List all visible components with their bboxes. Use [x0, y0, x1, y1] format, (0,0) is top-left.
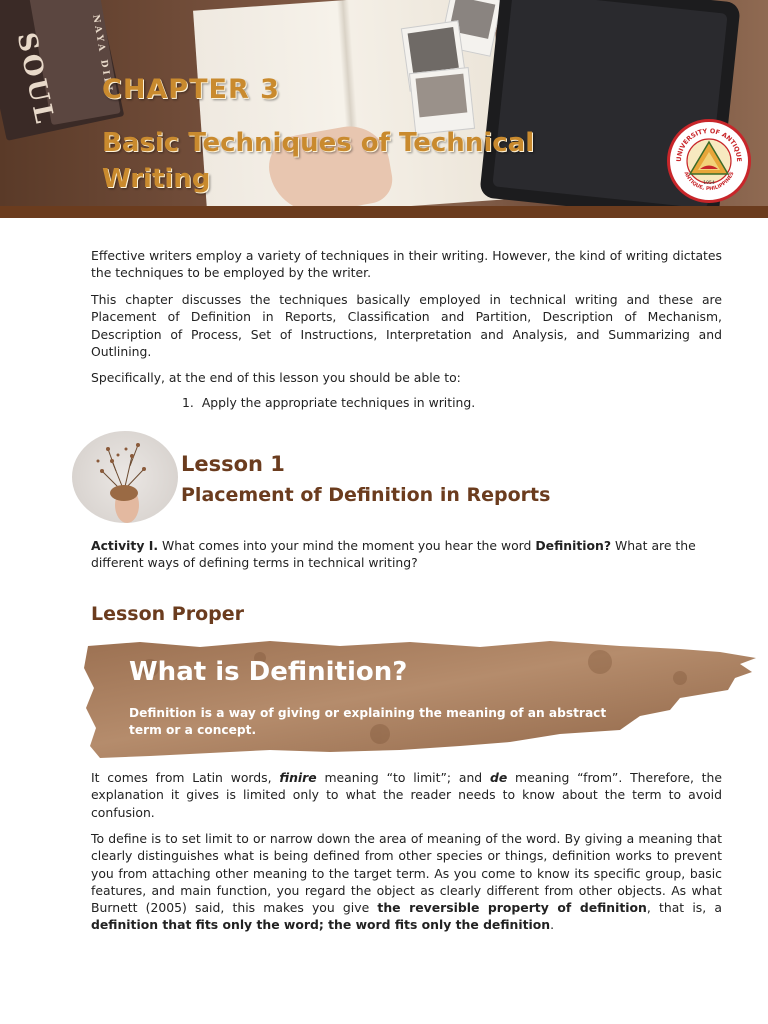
intro-paragraph: Effective writers employ a variety of techniques in their writing. However, the kind of writing dictates the techniques to be employed by the writer.	[91, 248, 722, 281]
activity-text: What are the different ways of defining terms in technical writing?	[91, 538, 696, 571]
activity-text: What comes into your mind the moment you hear the word	[158, 538, 536, 553]
intro-paragraph: This chapter discusses the techniques basically employed in technical writing and these are Placement of Definition in Reports, Classification and Partition, Description of Mechanism, Description of Process, Set of Instructions, Interpretation and Analysis, and Summarizing and Outlining.	[91, 292, 722, 359]
svg-text:UNIVERSITY OF ANTIQUE: UNIVERSITY OF ANTIQUE	[674, 126, 744, 163]
banner-strip	[0, 206, 768, 218]
objective-item	[182, 395, 483, 410]
body-text: It comes from Latin words,	[91, 770, 280, 785]
objective-text: Apply the appropriate techniques in writing.	[201, 395, 476, 410]
body-text: To define is to set limit to or narrow down the area of meaning of the word. By giving a meaning that clearly distinguishes what is being defined from other species or things, definition works to prevent you from attaching other meaning to the target term. As you come to know its specific group, basic features, and main function, you regard the object as clearly different from other objects. As what Burnett (2005) said, this makes you give	[91, 831, 722, 916]
lesson-label: Lesson 1	[181, 452, 285, 476]
activity-paragraph	[91, 537, 722, 572]
book-cover-text: NAYA DILL	[90, 14, 115, 97]
body-text: meaning “to limit”; and	[316, 770, 490, 785]
objective-number: 1.	[182, 395, 194, 410]
latin-word: finire	[279, 770, 317, 785]
svg-text:ANTIQUE, PHILIPPINES: ANTIQUE, PHILIPPINES	[682, 170, 736, 193]
activity-label: Activity I.	[91, 538, 159, 553]
latin-word: de	[489, 770, 508, 785]
body-emphasis: definition that fits only the word; the word fits only the definition	[91, 917, 551, 933]
definition-text: Definition is a way of giving or explaining the meaning of an abstract term or a concept.	[129, 706, 607, 737]
body-text: , that is, a	[646, 900, 722, 916]
chapter-banner	[0, 0, 768, 218]
chapter-title: Basic Techniques of Technical Writing	[102, 128, 535, 194]
activity-keyword: Definition?	[535, 538, 612, 553]
body-text: meaning “from”. Therefore, the explanation it gives is limited only to what the reader needs to know about the term to avoid confusion.	[91, 770, 723, 820]
body-emphasis: the reversible property of definition	[377, 900, 647, 916]
body-paragraph	[91, 769, 722, 821]
body-paragraph	[91, 830, 722, 934]
lesson-proper-heading: Lesson Proper	[91, 603, 245, 625]
svg-text:1954: 1954	[703, 181, 715, 186]
lesson-photo-dried-flowers	[72, 431, 178, 523]
lesson-title: Placement of Definition in Reports	[181, 484, 551, 506]
book-cover-text: SOUL	[10, 30, 60, 129]
definition-heading: What is Definition?	[129, 657, 408, 687]
objectives-intro: Specifically, at the end of this lesson you should be able to:	[91, 370, 461, 385]
body-text: .	[550, 917, 555, 933]
university-seal-logo	[667, 119, 751, 203]
chapter-number: CHAPTER 3	[102, 74, 280, 105]
